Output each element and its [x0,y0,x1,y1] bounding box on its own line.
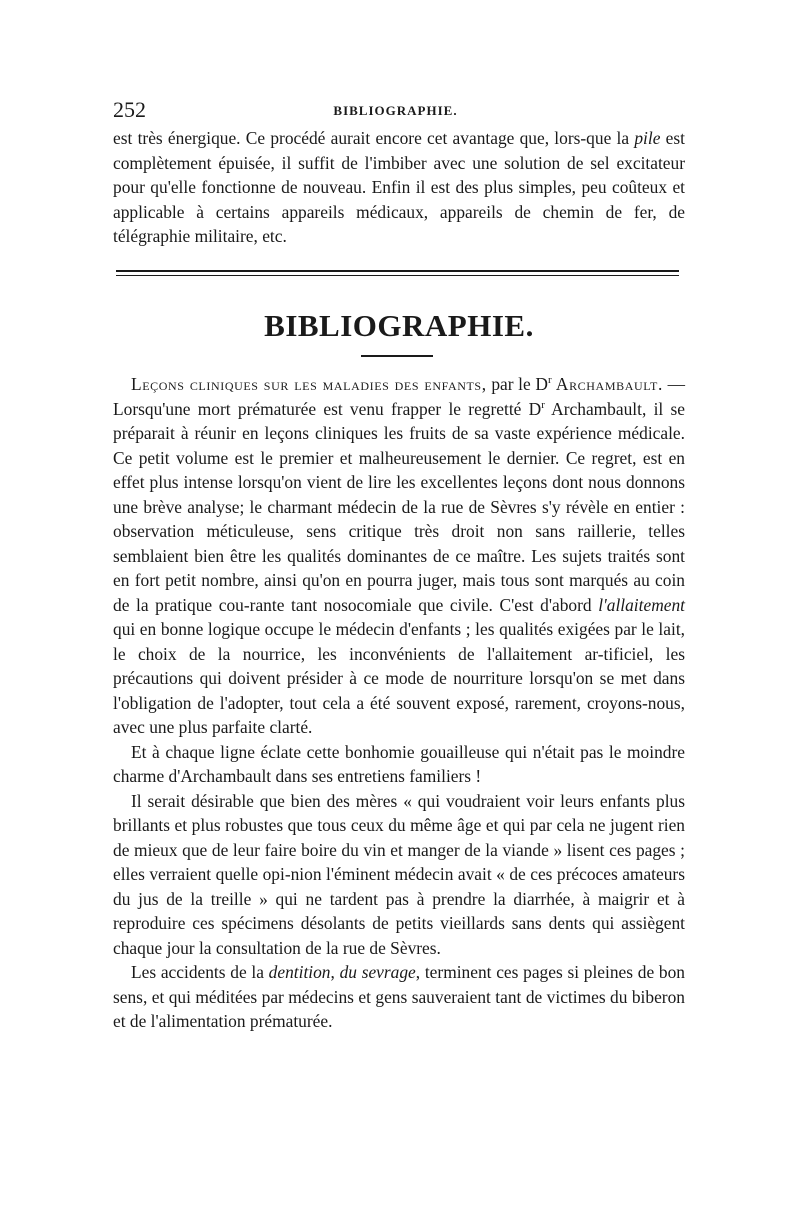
review-paragraph-1 [113,372,685,740]
review-p1-sup: r [541,398,545,411]
review-p4-comma: , [330,962,340,982]
review-paragraph-4 [113,960,685,1034]
review-p1-text-a: — Lorsqu'une mort prématurée est venu frapper le regretté D [113,374,685,419]
review-p1-text-b: Archambault, il se préparait à réunir en leçons cliniques les fruits de sa vaste expérience médicale. Ce petit volume est le premier et malheureusement le dernier. Ce regret, est en effet plus intense lorsqu'on vient de lire les excellentes leçons dont nous donnons une brève analyse; le charmant médecin de la rue de Sèvres s'y révèle en entier : observation méticuleuse, sens critique très droit non sans raillerie, telles semblaient bien être les qualités dominantes de ce maître. Les sujets traités sont en fort petit nombre, ainsi qu'on en pourra juger, mais tous sont marqués au coin de la pratique cou-rante tant nosocomiale que civile. C'est d'abord [113,398,685,615]
review-dr-sup: r [547,374,552,387]
title-underline [361,355,433,357]
intro-text [113,126,685,249]
intro-text-part2: est complètement épuisée, il suffit de l'imbiber avec une solution de sel excitateur pour qu'elle fonctionne de nouveau. Enfin il est des plus simples, peu coûteux et applicable à certains appareils médicaux, appareils de chemin de fer, de télégraphie militaire, etc. [113,128,686,246]
intro-italic-pile: pile [634,128,661,148]
page-number: 252 [113,97,146,122]
review-p4-text-a: Les accidents de la [131,962,269,982]
section-divider [116,270,679,276]
review-by-dr: par le D [486,374,548,394]
review-p4-italic-sevrage: du sevrage [339,962,416,982]
intro-paragraph [113,126,685,249]
review-paragraph-3: Il serait désirable que bien des mères « qui voudraient voir leurs enfants plus brillants et plus robustes que tous ceux du même âge et qui par cela ne jugent rien de mieux que de leur faire boire du vin et manger de la viande » lisent ces pages ; elles verraient quelle opi-nion l'éminent médecin avait « de ces précoces amateurs du jus de la treille » qui ne tardent pas à prendre la diarrhée, à maigrir et à reproduire ces spécimens désolants de petits vieillards sans dents qui assiègent chaque jour la consultation de la rue de Sèvres. [113,790,685,958]
review-p4-italic-dentition: dentition [268,962,331,982]
book-title: Leçons cliniques sur les maladies des enfants, [131,374,487,394]
book-review [113,372,685,1034]
intro-text-part1: est très énergique. Ce procédé aurait encore cet avantage que, lors-que la [113,128,635,148]
section-title: BIBLIOGRAPHIE. [264,308,534,343]
review-p1-italic: l'allaitement [598,594,685,615]
running-head: BIBLIOGRAPHIE. [333,103,458,118]
review-paragraph-2: Et à chaque ligne éclate cette bonhomie gouailleuse qui n'était pas le moindre charme d'Archambault dans ses entretiens familiers ! [113,741,685,786]
review-p1-text-c: qui en bonne logique occupe le médecin d'enfants ; les qualités exigées par le lait, le choix de la nourrice, les inconvénients de l'allaitement ar-tificiel, les précautions qui doivent présider à ce mode de nourriture lorsqu'on se met dans l'obligation de l'adopter, tout cela a été souvent exposé, rarement, croyons-nous, avec une plus parfaite clarté. [113,619,685,737]
page-header [113,97,678,123]
review-p4-text-b: , terminent ces pages si pleines de bon sens, et qui méditées par médecins et gens sauveraient tant de victimes du biberon et de l'alimentation prématurée. [113,962,685,1031]
author-name: Archambault. [551,374,663,394]
